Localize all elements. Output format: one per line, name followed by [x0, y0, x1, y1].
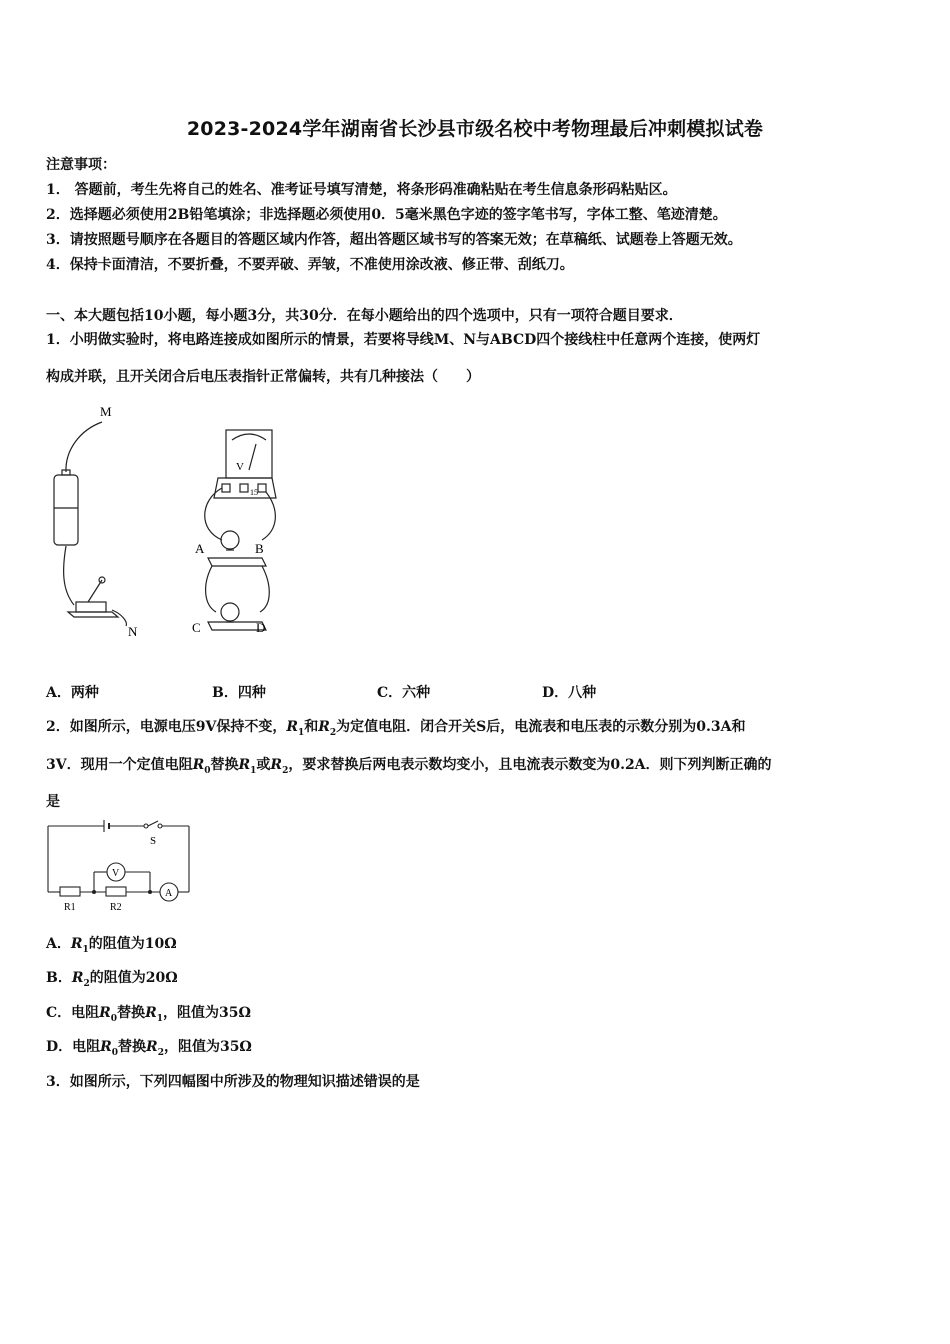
- figure-label-voltmeter: V: [112, 868, 120, 879]
- question-2-text: 2．如图所示，电源电压9V保持不变，$R_1$和$R_2$为定值电阻．闭合开关S后，电流表和电压表的示数分别为0.3A和: [46, 719, 746, 738]
- question-1-text: 1．小明做实验时，将电路连接成如图所示的情景，若要将导线M、N与ABCD四个接线柱中任意两个连接，使两灯: [46, 332, 761, 348]
- figure-label-a: A: [195, 541, 205, 556]
- question-2-option-d[interactable]: D．电阻$R_0$替换$R_2$，阻值为35Ω: [46, 1039, 252, 1058]
- question-1-text: 构成并联，且开关闭合后电压表指针正常偏转，共有几种接法（ ）: [46, 369, 480, 385]
- question-1-option-c[interactable]: C．六种: [377, 685, 431, 701]
- figure-label-d: D: [256, 620, 266, 635]
- question-2-text: 3V．现用一个定值电阻$R_0$替换$R_1$或$R_2$，要求替换后两电表示数均变小，且电流表示数变为0.2A．则下列判断正确的: [46, 757, 772, 776]
- question-2-option-b[interactable]: B．$R_2$的阻值为20Ω: [46, 970, 178, 989]
- figure-label-b: B: [255, 541, 264, 556]
- question-1-option-d[interactable]: D．八种: [542, 685, 597, 701]
- question-1-circuit-figure: [40, 400, 290, 650]
- figure-label-m: M: [100, 404, 112, 419]
- question-2-option-a[interactable]: A．$R_1$的阻值为10Ω: [46, 936, 177, 955]
- figure-label-v: V: [236, 461, 244, 473]
- figure-label-s: S: [150, 835, 157, 847]
- section-heading: 一、本大题包括10小题，每小题3分，共30分．在每小题给出的四个选项中，只有一项符合题目要求．: [46, 308, 683, 324]
- figure-label-n: N: [128, 624, 138, 639]
- page-title: 2023-2024学年湖南省长沙县市级名校中考物理最后冲刺模拟试卷: [186, 118, 764, 140]
- question-2-text: 是: [46, 794, 60, 810]
- figure-label-r2: R2: [110, 902, 122, 913]
- question-1-option-a[interactable]: A．两种: [46, 685, 99, 701]
- figure-label-ammeter: A: [165, 888, 173, 899]
- notice-item: 1． 答题前，考生先将自己的姓名、准考证号填写清楚，将条形码准确粘贴在考生信息条形码粘贴区。: [46, 182, 677, 198]
- figure-label-terminal: 15: [250, 488, 258, 497]
- figure-label-c: C: [192, 620, 201, 635]
- question-1-option-b[interactable]: B．四种: [212, 685, 266, 701]
- notice-heading: 注意事项：: [46, 157, 116, 173]
- notice-item: 3．请按照题号顺序在各题目的答题区域内作答，超出答题区域书写的答案无效；在草稿纸、试题卷上答题无效。: [46, 232, 742, 248]
- notice-item: 4．保持卡面清洁，不要折叠，不要弄破、弄皱，不准使用涂改液、修正带、刮纸刀。: [46, 257, 574, 273]
- notice-item: 2．选择题必须使用2B铅笔填涂；非选择题必须使用0．5毫米黑色字迹的签字笔书写，字体工整、笔迹清楚。: [46, 207, 727, 223]
- question-2-circuit-figure: [44, 818, 194, 918]
- question-2-option-c[interactable]: C．电阻$R_0$替换$R_1$，阻值为35Ω: [46, 1005, 251, 1024]
- question-3-text: 3．如图所示，下列四幅图中所涉及的物理知识描述错误的是: [46, 1074, 420, 1090]
- figure-label-r1: R1: [64, 902, 76, 913]
